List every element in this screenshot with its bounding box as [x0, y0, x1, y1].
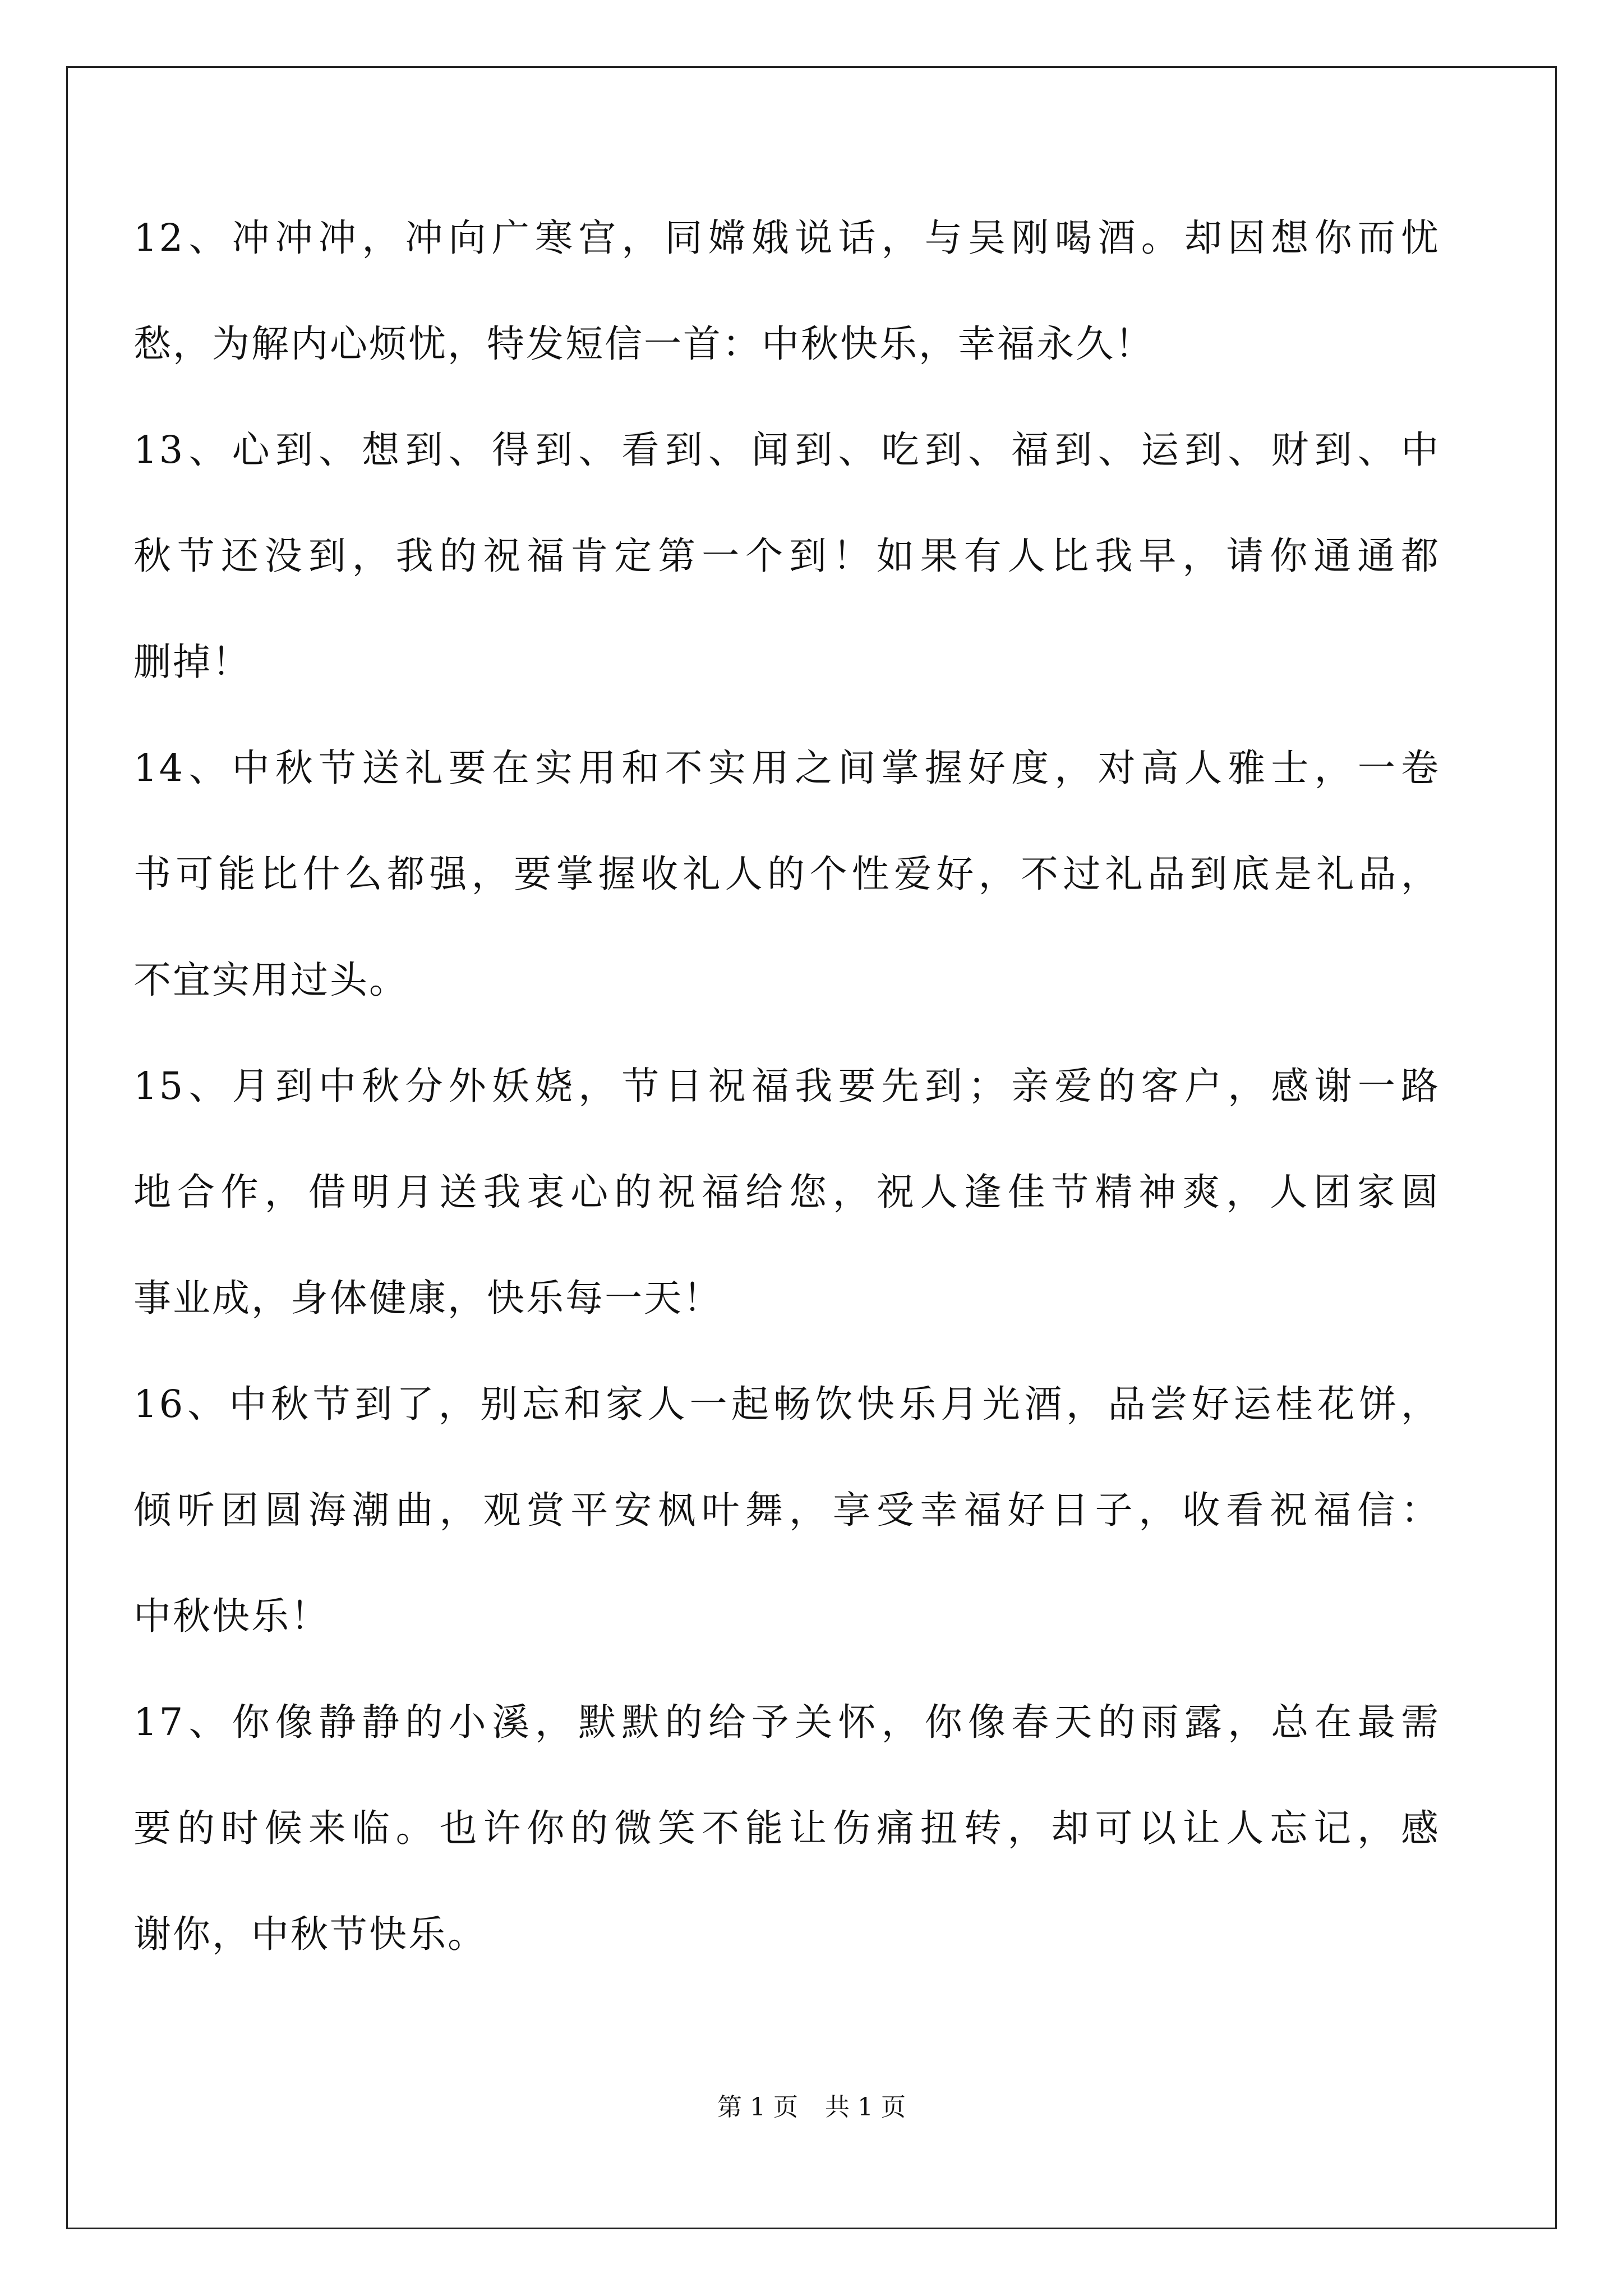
paragraph-line: 14、中秋节送礼要在实用和不实用之间掌握好度，对高人雅士，一卷 [133, 746, 1440, 790]
paragraph-line: 谢你，中秋节快乐。 [133, 1912, 487, 1956]
paragraph-line: 16、中秋节到了，别忘和家人一起畅饮快乐月光酒，品尝好运桂花饼， [133, 1382, 1440, 1426]
paragraph-line: 13、心到、想到、得到、看到、闻到、吃到、福到、运到、财到、中 [133, 428, 1440, 472]
paragraph-line: 愁，为解内心烦忧，特发短信一首：中秋快乐，幸福永久！ [133, 322, 1154, 366]
paragraph-line: 要的时候来临。也许你的微笑不能让伤痛扭转，却可以让人忘记，感 [133, 1806, 1440, 1850]
paragraph-line: 书可能比什么都强，要掌握收礼人的个性爱好，不过礼品到底是礼品， [133, 852, 1440, 896]
paragraph-14 [133, 715, 1440, 1033]
paragraph-line: 15、月到中秋分外妖娆，节日祝福我要先到；亲爱的客户，感谢一路 [133, 1064, 1440, 1108]
paragraph-line: 不宜实用过头。 [133, 958, 408, 1002]
page-number: 第 1 页 [717, 2093, 798, 2122]
page-total: 共 1 页 [825, 2093, 906, 2122]
paragraph-line: 倾听团圆海潮曲，观赏平安枫叶舞，享受幸福好日子，收看祝福信： [133, 1488, 1440, 1532]
document-body [133, 185, 1440, 1987]
paragraph-line: 17、你像静静的小溪，默默的给予关怀，你像春天的雨露，总在最需 [133, 1700, 1440, 1744]
paragraph-line: 删掉！ [133, 640, 251, 684]
page-footer [0, 2087, 1623, 2123]
paragraph-line: 中秋快乐！ [133, 1594, 330, 1638]
paragraph-16 [133, 1351, 1440, 1669]
paragraph-13 [133, 397, 1440, 715]
paragraph-15 [133, 1033, 1440, 1351]
paragraph-line: 秋节还没到，我的祝福肯定第一个到！如果有人比我早，请你通通都 [133, 534, 1440, 578]
paragraph-line: 事业成，身体健康，快乐每一天！ [133, 1276, 722, 1320]
paragraph-line: 地合作，借明月送我衷心的祝福给您，祝人逢佳节精神爽，人团家圆 [133, 1170, 1440, 1214]
paragraph-17 [133, 1669, 1440, 1987]
paragraph-12 [133, 185, 1440, 397]
paragraph-line: 12、冲冲冲，冲向广寒宫，同嫦娥说话，与吴刚喝酒。却因想你而忧 [133, 216, 1440, 260]
